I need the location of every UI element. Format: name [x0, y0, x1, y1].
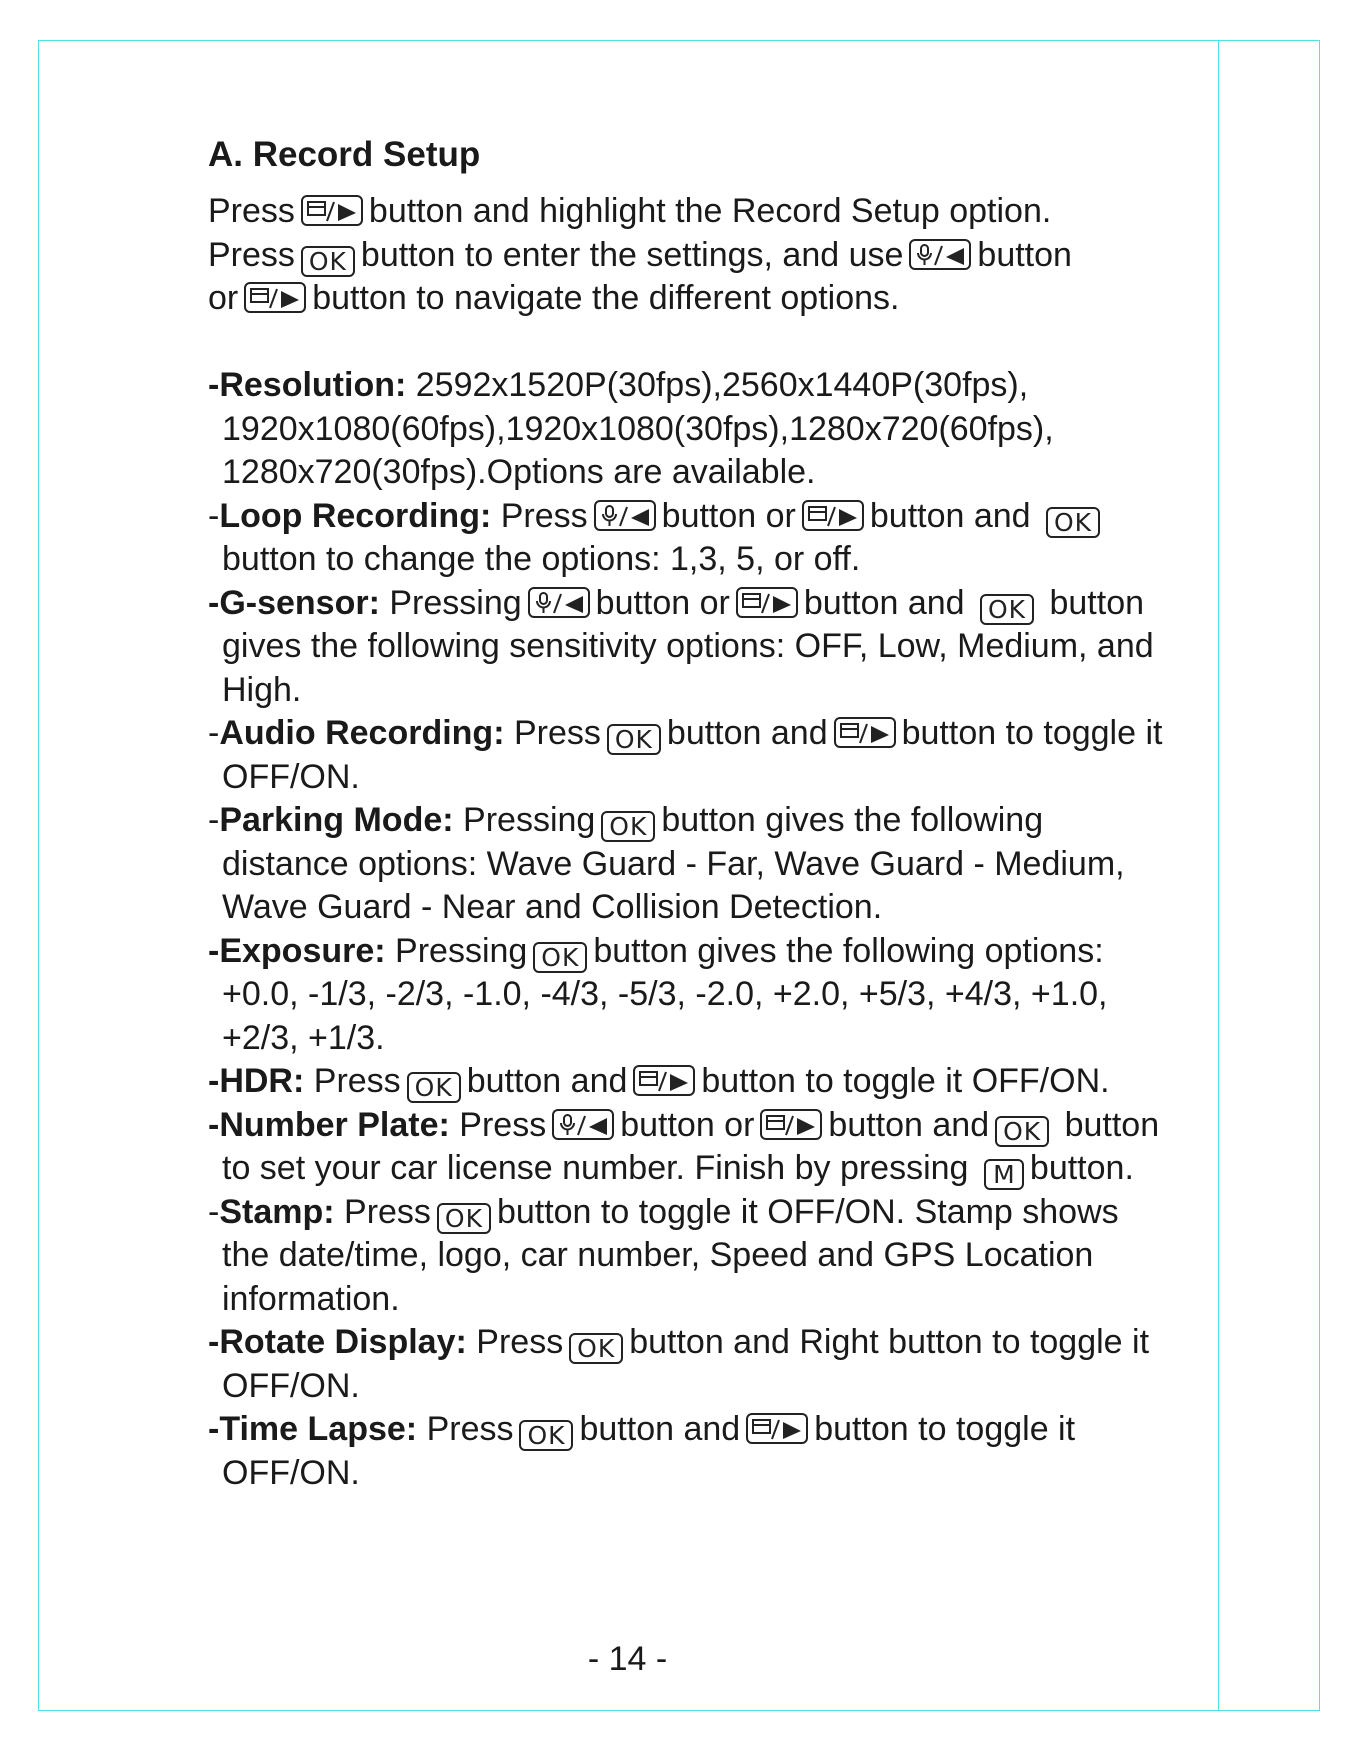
menu-play-key-icon: [633, 1065, 695, 1096]
item-number-plate: -Number Plate: Press button or button and OK button to set your car license number. Finish by pressing M button.: [208, 1105, 1160, 1189]
ok-key-icon: OK: [1046, 507, 1100, 538]
item-time-lapse: -Time Lapse: Press OK button and button to toggle it OFF/ON.: [208, 1410, 1076, 1492]
ok-key-icon: OK: [533, 942, 587, 973]
ok-key-icon: OK: [995, 1116, 1049, 1147]
manual-content: [208, 128, 1168, 1495]
item-label: Stamp:: [219, 1192, 335, 1231]
item-loop-recording: -Loop Recording: Press button or button and OKbutton to change the options: 1,3, 5, or off.: [208, 495, 1168, 582]
ok-key-icon: OK: [607, 724, 661, 755]
mic-prev-key-icon: [594, 500, 656, 531]
mic-prev-key-icon: [552, 1109, 614, 1140]
menu-play-key-icon: [746, 1413, 808, 1444]
item-label: -Exposure:: [208, 931, 386, 970]
ok-key-icon: OK: [301, 246, 355, 277]
item-label: -Time Lapse:: [208, 1410, 418, 1448]
item-label: -Number Plate:: [208, 1105, 450, 1144]
menu-play-key-icon: [244, 282, 306, 313]
item-label: Loop Recording:: [219, 496, 492, 535]
item-exposure: -Exposure: Pressing OK button gives the following options: +0.0, -1/3, -2/3, -1.0, -4/3, -5/3, -2.0, +2.0, +5/3, +4/3, +1.0, +2/3, +1/3.: [208, 931, 1108, 1057]
page-number: - 14 -: [587, 1640, 668, 1678]
item-rotate-display: -Rotate Display: Press OK button and Right button to toggle it OFF/ON.: [208, 1323, 1150, 1405]
item-audio-recording: -Audio Recording: Press OK button and button to toggle it OFF/ON.: [208, 714, 1163, 796]
m-key-icon: M: [984, 1159, 1024, 1190]
section-title: A. Record Setup: [208, 135, 481, 174]
item-g-sensor: -G-sensor: Pressing button or button and OK button gives the following sensitivity options: OFF, Low, Medium, and High.: [208, 583, 1154, 709]
ok-key-icon: OK: [437, 1203, 491, 1234]
mic-prev-key-icon: [528, 587, 590, 618]
menu-play-key-icon: [834, 717, 896, 748]
item-hdr: -HDR: Press OK button and button to toggle it OFF/ON.: [208, 1062, 1110, 1102]
intro-line-1: Press button and highlight the Record Setup option.: [208, 192, 1052, 230]
ok-key-icon: OK: [980, 594, 1034, 625]
ok-key-icon: OK: [601, 811, 655, 842]
mic-prev-key-icon: [909, 239, 971, 270]
item-label: -Resolution:: [208, 366, 407, 404]
item-stamp: -Stamp: Press OK button to toggle it OFF/ON. Stamp shows the date/time, logo, car number, Speed and GPS Location information.: [208, 1192, 1119, 1318]
menu-play-key-icon: [802, 500, 864, 531]
menu-play-key-icon: [736, 587, 798, 618]
item-label: -G-sensor:: [208, 583, 380, 622]
item-label: Parking Mode:: [219, 801, 454, 839]
ok-key-icon: OK: [407, 1072, 461, 1103]
menu-play-key-icon: [760, 1109, 822, 1140]
intro-line-2: Press OK button to enter the settings, and use button: [208, 235, 1072, 276]
item-label: -Rotate Display:: [208, 1323, 467, 1361]
menu-play-key-icon: [301, 195, 363, 226]
page-frame-divider: [1218, 40, 1219, 1711]
item-parking-mode: -Parking Mode: Pressing OK button gives the following distance options: Wave Guard - Far, Wave Guard - Medium, Wave Guard - Near and Collision Detection.: [208, 801, 1125, 926]
ok-key-icon: OK: [519, 1420, 573, 1451]
ok-key-icon: OK: [569, 1333, 623, 1364]
item-label: Audio Recording:: [219, 714, 505, 752]
item-resolution: -Resolution: 2592x1520P(30fps),2560x1440P(30fps), 1920x1080(60fps),1920x1080(30fps),1280x720(60fps), 1280x720(30fps).Options are available.: [208, 366, 1054, 491]
item-label: -HDR:: [208, 1062, 305, 1100]
intro-line-3: or button to navigate the different options.: [208, 279, 900, 317]
